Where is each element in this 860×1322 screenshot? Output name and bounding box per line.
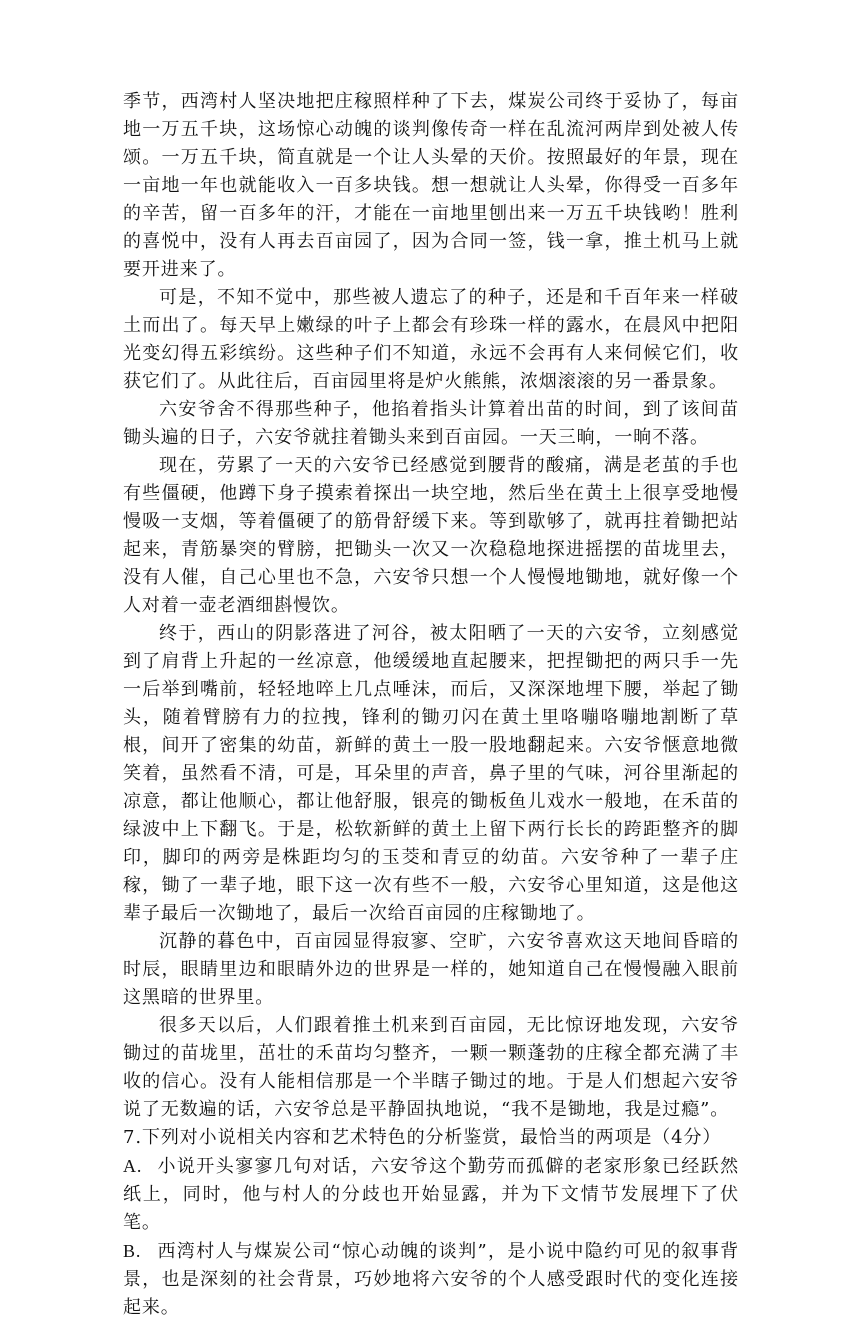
option-a-letter: A. — [123, 1156, 143, 1176]
story-paragraph-2: 可是，不知不觉中，那些被人遗忘了的种子，还是和千百年来一样破土而出了。每天早上嫩绿的叶子上都会有珍珠一样的露水，在晨风中把阳光变幻得五彩缤纷。这些种子们不知道，永远不会再有人来伺候它们，收获它们了。从此往后，百亩园里将是炉火熊熊，浓烟滚滚的另一番景象。 — [123, 287, 739, 392]
option-a-text: 小说开头寥寥几句对话，六安爷这个勤劳而孤僻的老家形象已经跃然纸上，同时，他与村人的分歧也开始显露，并为下文情节发展埋下了伏笔。 — [123, 1156, 739, 1233]
option-b-text: 西湾村人与煤炭公司“惊心动魄的谈判”，是小说中隐约可见的叙事背景，也是深刻的社会背景，巧妙地将六安爷的个人感受跟时代的变化连接起来。 — [123, 1241, 739, 1318]
story-paragraph-7: 很多天以后，人们跟着推土机来到百亩园，无比惊讶地发现，六安爷锄过的苗垅里，茁壮的禾苗均匀整齐，一颗一颗蓬勃的庄稼全都充满了丰收的信心。没有人能相信那是一个半瞎子锄过的地。于是人们想起六安爷说了无数遍的话，六安爷总是平静固执地说，“我不是锄地，我是过瘾”。 — [123, 1015, 739, 1120]
question-option-b — [123, 1237, 739, 1322]
story-paragraph-3: 六安爷舍不得那些种子，他掐着指头计算着出苗的时间，到了该间苗锄头遍的日子，六安爷就拄着锄头来到百亩园。一天三晌，一晌不落。 — [123, 399, 739, 448]
option-b-letter: B. — [123, 1241, 142, 1261]
question-option-a — [123, 1152, 739, 1237]
document-page — [123, 88, 739, 1322]
story-paragraph-4: 现在，劳累了一天的六安爷已经感觉到腰背的酸痛，满是老茧的手也有些僵硬，他蹲下身子摸索着探出一块空地，然后坐在黄土上很享受地慢慢吸一支烟，等着僵硬了的筋骨舒缓下来。等到歇够了，就再拄着锄把站起来，青筋暴突的臂膀，把锄头一次又一次稳稳地探进摇摆的苗垅里去，没有人催，自己心里也不急，六安爷只想一个人慢慢地锄地，就好像一个人对着一壶老酒细斟慢饮。 — [123, 455, 739, 616]
story-paragraph-1: 季节，西湾村人坚决地把庄稼照样种了下去，煤炭公司终于妥协了，每亩地一万五千块，这场惊心动魄的谈判像传奇一样在乱流河两岸到处被人传颂。一万五千块，简直就是一个让人头晕的天价。按照最好的年景，现在一亩地一年也就能收入一百多块钱。想一想就让人头晕，你得受一百多年的辛苦，留一百多年的汗，才能在一亩地里刨出来一万五千块钱哟！胜利的喜悦中，没有人再去百亩园了，因为合同一签，钱一拿，推土机马上就要开进来了。 — [123, 91, 739, 280]
story-paragraph-5: 终于，西山的阴影落进了河谷，被太阳晒了一天的六安爷，立刻感觉到了肩背上升起的一丝凉意，他缓缓地直起腰来，把捏锄把的两只手一先一后举到嘴前，轻轻地啐上几点唾沫，而后，又深深地埋下腰，举起了锄头，随着臂膀有力的拉拽，锋利的锄刃闪在黄土里咯嘣咯嘣地割断了草根，间开了密集的幼苗，新鲜的黄土一股一股地翻起来。六安爷惬意地微笑着，虽然看不清，可是，耳朵里的声音，鼻子里的气味，河谷里渐起的凉意，都让他顺心，都让他舒服，银亮的锄板鱼儿戏水一般地，在禾苗的绿波中上下翻飞。于是，松软新鲜的黄土上留下两行长长的跨距整齐的脚印，脚印的两旁是株距均匀的玉茭和青豆的幼苗。六安爷种了一辈子庄稼，锄了一辈子地，眼下这一次有些不一般，六安爷心里知道，这是他这辈子最后一次锄地了，最后一次给百亩园的庄稼锄地了。 — [123, 623, 739, 924]
story-paragraph-6: 沉静的暮色中，百亩园显得寂寥、空旷，六安爷喜欢这天地间昏暗的时辰，眼睛里边和眼睛外边的世界是一样的，她知道自己在慢慢融入眼前这黑暗的世界里。 — [123, 931, 739, 1008]
question-7-stem: 7.下列对小说相关内容和艺术特色的分析鉴赏，最恰当的两项是（4分） — [123, 1127, 722, 1148]
